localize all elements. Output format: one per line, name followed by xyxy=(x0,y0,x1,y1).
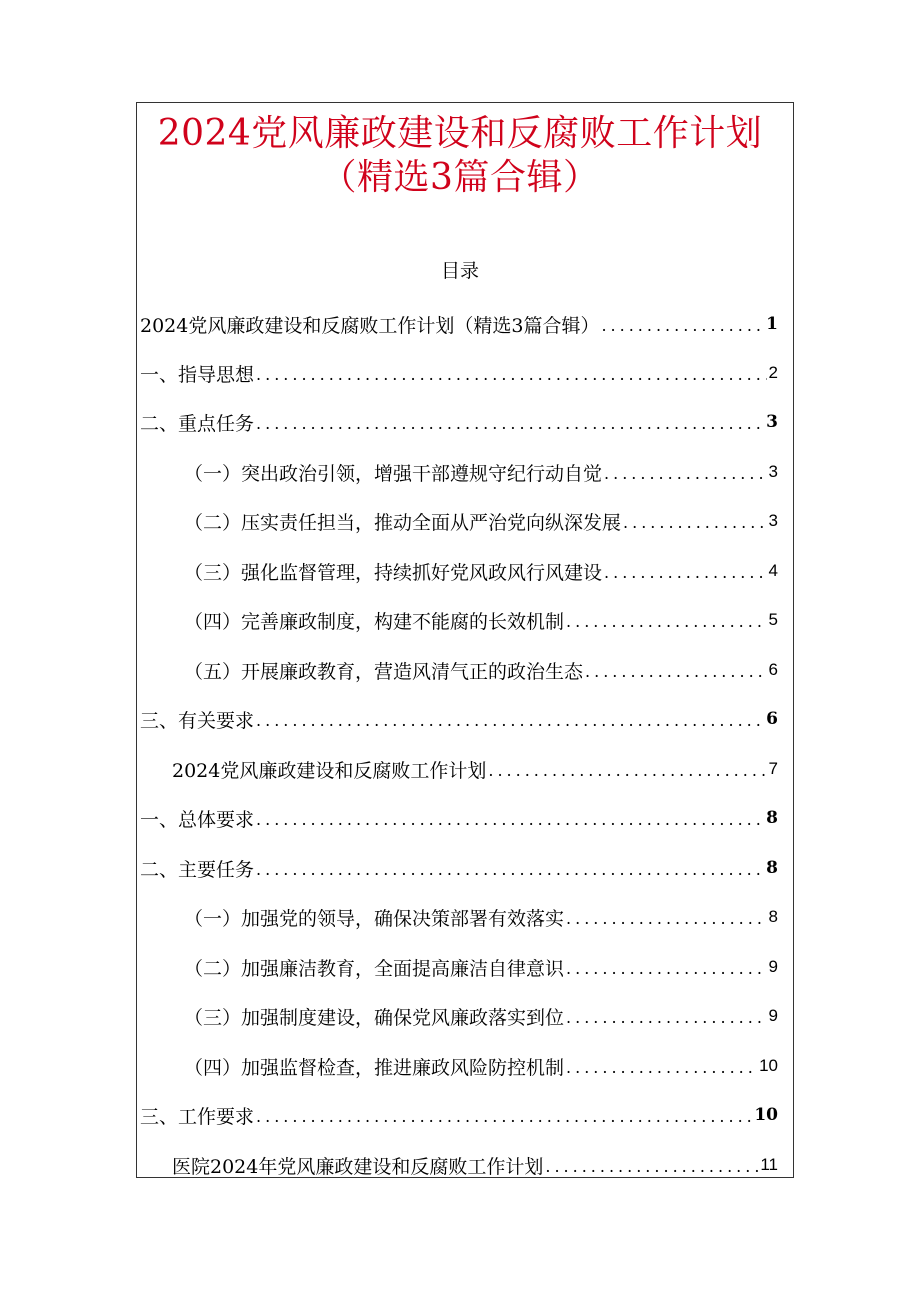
toc-entry-label: 医院2024年党风廉政建设和反腐败工作计划 xyxy=(172,1155,544,1178)
toc-entry-11[interactable] xyxy=(140,803,778,833)
leader-dots xyxy=(566,901,767,934)
toc-entry-page: 3 xyxy=(768,511,778,530)
toc-entry-label: （二）压实责任担当，推动全面从严治党向纵深发展 xyxy=(184,511,622,534)
toc-entry-page: 8 xyxy=(766,808,778,828)
toc-entry-page: 3 xyxy=(768,462,778,481)
leader-dots xyxy=(566,604,767,637)
toc-entry-label: 一、总体要求 xyxy=(140,808,255,831)
toc-entry-label: （一）突出政治引领，增强干部遵规守纪行动自觉 xyxy=(184,462,603,485)
leader-dots xyxy=(566,951,767,984)
leader-dots xyxy=(256,406,764,439)
toc-entry-1[interactable] xyxy=(140,309,778,339)
toc-entry-5[interactable] xyxy=(184,506,778,536)
toc-entry-label: （二）加强廉洁教育，全面提高廉洁自律意识 xyxy=(184,957,565,980)
toc-entry-13[interactable] xyxy=(184,902,778,932)
toc-entry-page: 10 xyxy=(759,1056,778,1075)
toc-heading: 目录 xyxy=(440,260,479,282)
toc-entry-12[interactable] xyxy=(140,853,778,883)
toc-entry-3[interactable] xyxy=(140,407,778,437)
toc-entry-label: 三、工作要求 xyxy=(140,1105,255,1128)
toc-entry-14[interactable] xyxy=(184,952,778,982)
leader-dots xyxy=(604,555,767,588)
leader-dots xyxy=(545,1149,758,1182)
toc-entry-label: 2024党风廉政建设和反腐败工作计划 xyxy=(172,759,487,782)
leader-dots xyxy=(488,753,766,786)
toc-entry-page: 9 xyxy=(768,1006,778,1025)
toc-entry-label: （五）开展廉政教育，营造风清气正的政治生态 xyxy=(184,660,584,683)
toc-entry-page: 5 xyxy=(768,610,778,629)
toc-entry-label: 三、有关要求 xyxy=(140,709,255,732)
toc-entry-page: 9 xyxy=(768,957,778,976)
toc-entry-label: （一）加强党的领导，确保决策部署有效落实 xyxy=(184,907,565,930)
toc-entry-17[interactable] xyxy=(140,1100,778,1130)
leader-dots xyxy=(256,703,764,736)
toc-entry-page: 6 xyxy=(768,660,778,679)
toc-entry-page: 1 xyxy=(766,314,778,334)
leader-dots xyxy=(585,654,767,687)
toc-entry-label: （四）加强监督检查，推进廉政风险防控机制 xyxy=(184,1056,565,1079)
toc-entry-page: 11 xyxy=(760,1155,778,1174)
toc-entry-label: 2024党风廉政建设和反腐败工作计划（精选3篇合辑） xyxy=(140,314,600,337)
toc-entry-page: 8 xyxy=(768,907,778,926)
leader-dots xyxy=(256,852,764,885)
leader-dots xyxy=(256,802,764,835)
toc-entry-label: （四）完善廉政制度，构建不能腐的长效机制 xyxy=(184,610,565,633)
toc-entry-7[interactable] xyxy=(184,605,778,635)
toc-entry-8[interactable] xyxy=(184,655,778,685)
toc-entry-label: （三）强化监督管理，持续抓好党风政风行风建设 xyxy=(184,561,603,584)
leader-dots xyxy=(623,505,767,538)
leader-dots xyxy=(256,1099,752,1132)
leader-dots xyxy=(566,1050,757,1083)
toc-entry-page: 6 xyxy=(766,709,778,729)
toc-entry-label: （三）加强制度建设，确保党风廉政落实到位 xyxy=(184,1006,565,1029)
toc-entry-15[interactable] xyxy=(184,1001,778,1031)
toc-entry-label: 一、指导思想 xyxy=(140,363,255,386)
toc-entry-page: 10 xyxy=(754,1105,778,1125)
document-title: 2024党风廉政建设和反腐败工作计划 xyxy=(157,113,763,154)
toc-entry-16[interactable] xyxy=(184,1051,778,1081)
toc-entry-6[interactable] xyxy=(184,556,778,586)
toc-entry-2[interactable] xyxy=(140,358,778,388)
toc-entry-4[interactable] xyxy=(184,457,778,487)
toc-entry-label: 二、主要任务 xyxy=(140,858,255,881)
toc-entry-page: 2 xyxy=(768,363,778,382)
toc-entry-page: 7 xyxy=(768,759,778,778)
document-subtitle: （精选3篇合辑） xyxy=(320,157,600,198)
leader-dots xyxy=(256,357,767,390)
toc-entry-label: 二、重点任务 xyxy=(140,412,255,435)
leader-dots xyxy=(601,308,764,341)
toc-entry-9[interactable] xyxy=(140,704,778,734)
leader-dots xyxy=(604,456,767,489)
toc-entry-page: 3 xyxy=(766,412,778,432)
leader-dots xyxy=(566,1000,767,1033)
toc-entry-18[interactable] xyxy=(172,1150,778,1180)
toc-entry-page: 8 xyxy=(766,858,778,878)
toc-entry-page: 4 xyxy=(768,561,778,580)
toc-entry-10[interactable] xyxy=(172,754,778,784)
